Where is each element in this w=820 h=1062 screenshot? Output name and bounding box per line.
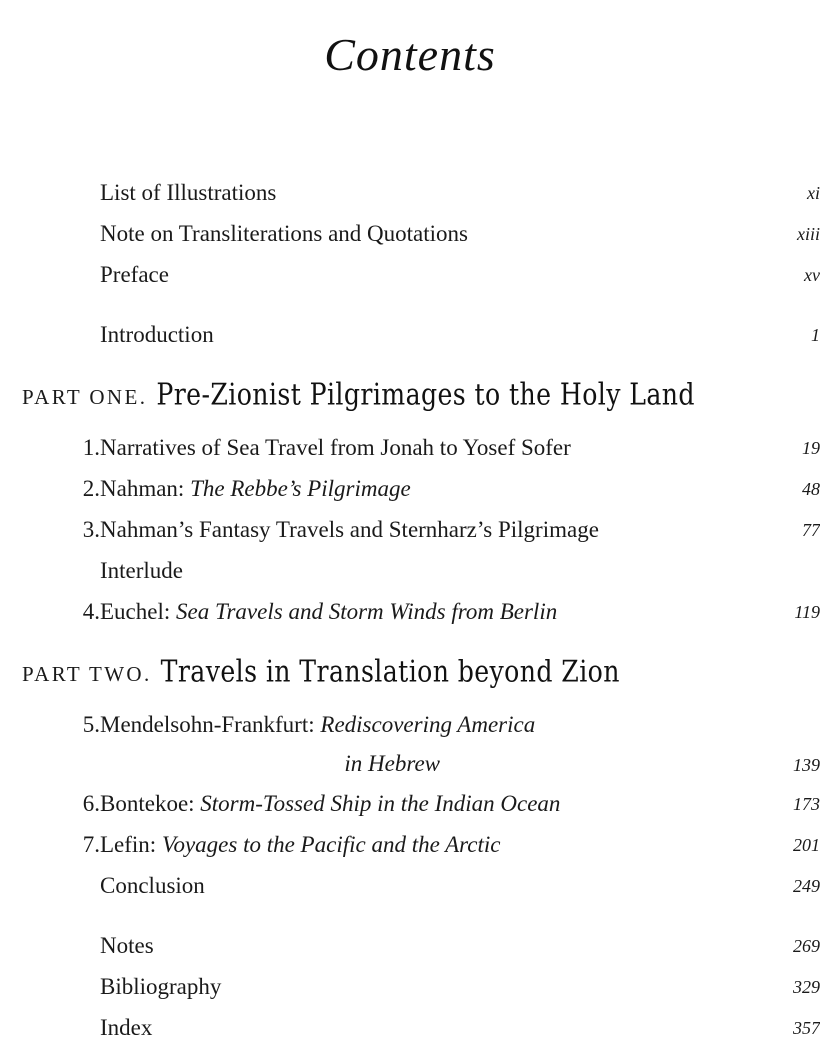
toc-entry-label [100, 468, 411, 509]
toc-entry-label [100, 509, 599, 550]
chapter-subtitle: Sea Travels and Storm Winds from Berlin [176, 599, 558, 624]
list-item[interactable] [0, 966, 820, 1007]
toc-entry-label: Bibliography [100, 974, 222, 999]
toc-page-number: 173 [793, 794, 820, 814]
list-item[interactable] [0, 427, 820, 468]
chapter-number: 3. [82, 517, 100, 542]
toc-entry-label: List of Illustrations [100, 180, 277, 205]
part-title: Travels in Translation beyond Zion [160, 653, 620, 689]
toc-entry-row [72, 966, 780, 1007]
chapter-title: Narratives of Sea Travel from Jonah to Yosef Sofer [100, 435, 571, 460]
chapter-title: Nahman: [100, 476, 185, 501]
list-item[interactable] [0, 824, 820, 865]
list-item[interactable] [0, 783, 820, 824]
toc-entry-row [72, 550, 780, 591]
toc-page-number: 249 [793, 876, 820, 896]
page-title: Contents [324, 29, 496, 80]
toc-entry-row [72, 783, 780, 824]
toc-entry-list [0, 172, 820, 1048]
chapter-subtitle-continuation: in Hebrew [344, 751, 440, 776]
toc-entry-label [100, 550, 183, 591]
list-item[interactable] [0, 509, 820, 550]
list-item[interactable] [0, 468, 820, 509]
chapter-title: Lefin: [100, 832, 157, 857]
list-item[interactable] [0, 213, 820, 254]
toc-entry-label: Introduction [100, 322, 214, 347]
toc-page-number: 19 [802, 438, 820, 458]
toc-page-number: 1 [811, 325, 820, 345]
chapter-subtitle: The Rebbe’s Pilgrimage [190, 476, 411, 501]
toc-page-number: 329 [793, 977, 820, 997]
chapter-number: 1. [82, 435, 100, 460]
toc-entry-row [72, 213, 780, 254]
toc-entry-row [72, 865, 780, 906]
part-heading-two [0, 646, 820, 698]
toc-page-number: 201 [793, 835, 820, 855]
list-item[interactable] [0, 704, 820, 745]
toc-entry-row [72, 704, 780, 745]
toc-entry-row [72, 314, 780, 355]
toc-entry-label [100, 783, 560, 824]
toc-entry-row [72, 427, 780, 468]
chapter-title: Nahman’s Fantasy Travels and Sternharz’s Pilgrimage [100, 517, 599, 542]
toc-entry-label [100, 865, 205, 906]
toc-page-number: 77 [802, 520, 820, 540]
toc-entry-row [72, 468, 780, 509]
part-title: Pre-Zionist Pilgrimages to the Holy Land [156, 376, 695, 412]
list-item[interactable] [0, 172, 820, 213]
part-kicker: PART ONE. [22, 385, 148, 409]
chapter-subtitle: Storm-Tossed Ship in the Indian Ocean [200, 791, 561, 816]
chapter-number: 2. [82, 476, 100, 501]
toc-page-number: 48 [802, 479, 820, 499]
chapter-title: Conclusion [100, 873, 205, 898]
chapter-number: 7. [82, 832, 100, 857]
chapter-title: Interlude [100, 558, 184, 583]
list-item[interactable] [0, 254, 820, 295]
toc-page-number: xv [804, 265, 820, 285]
toc-entry-label: Notes [100, 933, 154, 958]
toc-entry-row [72, 1007, 780, 1048]
chapter-subtitle: Voyages to the Pacific and the Arctic [161, 832, 501, 857]
toc-entry-row [72, 591, 780, 632]
list-item[interactable] [0, 550, 820, 591]
toc-entry-row [72, 509, 780, 550]
chapter-title: Bontekoe: [100, 791, 195, 816]
part-heading-one [0, 369, 820, 421]
chapter-number: 4. [82, 599, 100, 624]
toc-entry-label [100, 824, 500, 865]
list-item[interactable] [0, 314, 820, 355]
toc-page-number: xiii [797, 224, 820, 244]
toc-entry-row [72, 254, 780, 295]
chapter-title: Mendelsohn-Frankfurt: [100, 712, 315, 737]
list-item[interactable] [0, 865, 820, 906]
toc-page-number: 139 [793, 755, 820, 775]
list-item[interactable] [0, 925, 820, 966]
chapter-title: Euchel: [100, 599, 171, 624]
toc-entry-label [100, 427, 571, 468]
toc-page-number: 357 [793, 1018, 820, 1038]
list-item[interactable] [0, 591, 820, 632]
toc-entry-label: Note on Transliterations and Quotations [100, 221, 468, 246]
toc-entry-continuation [0, 745, 820, 783]
toc-page-number: 269 [793, 936, 820, 956]
toc-entry-row [72, 172, 780, 213]
toc-entry-label: Index [100, 1015, 153, 1040]
part-kicker: PART TWO. [22, 662, 152, 686]
toc-entry-label [100, 591, 557, 632]
toc-page-number: xi [807, 183, 820, 203]
toc-entry-row [72, 925, 780, 966]
toc-page-number: 119 [794, 602, 820, 622]
chapter-subtitle: Rediscovering America [320, 712, 536, 737]
toc-entry-row [72, 824, 780, 865]
toc-entry-label: Preface [100, 262, 169, 287]
chapter-number: 5. [82, 712, 100, 737]
toc-entry-label [100, 704, 535, 745]
list-item[interactable] [0, 1007, 820, 1048]
chapter-number: 6. [82, 791, 100, 816]
